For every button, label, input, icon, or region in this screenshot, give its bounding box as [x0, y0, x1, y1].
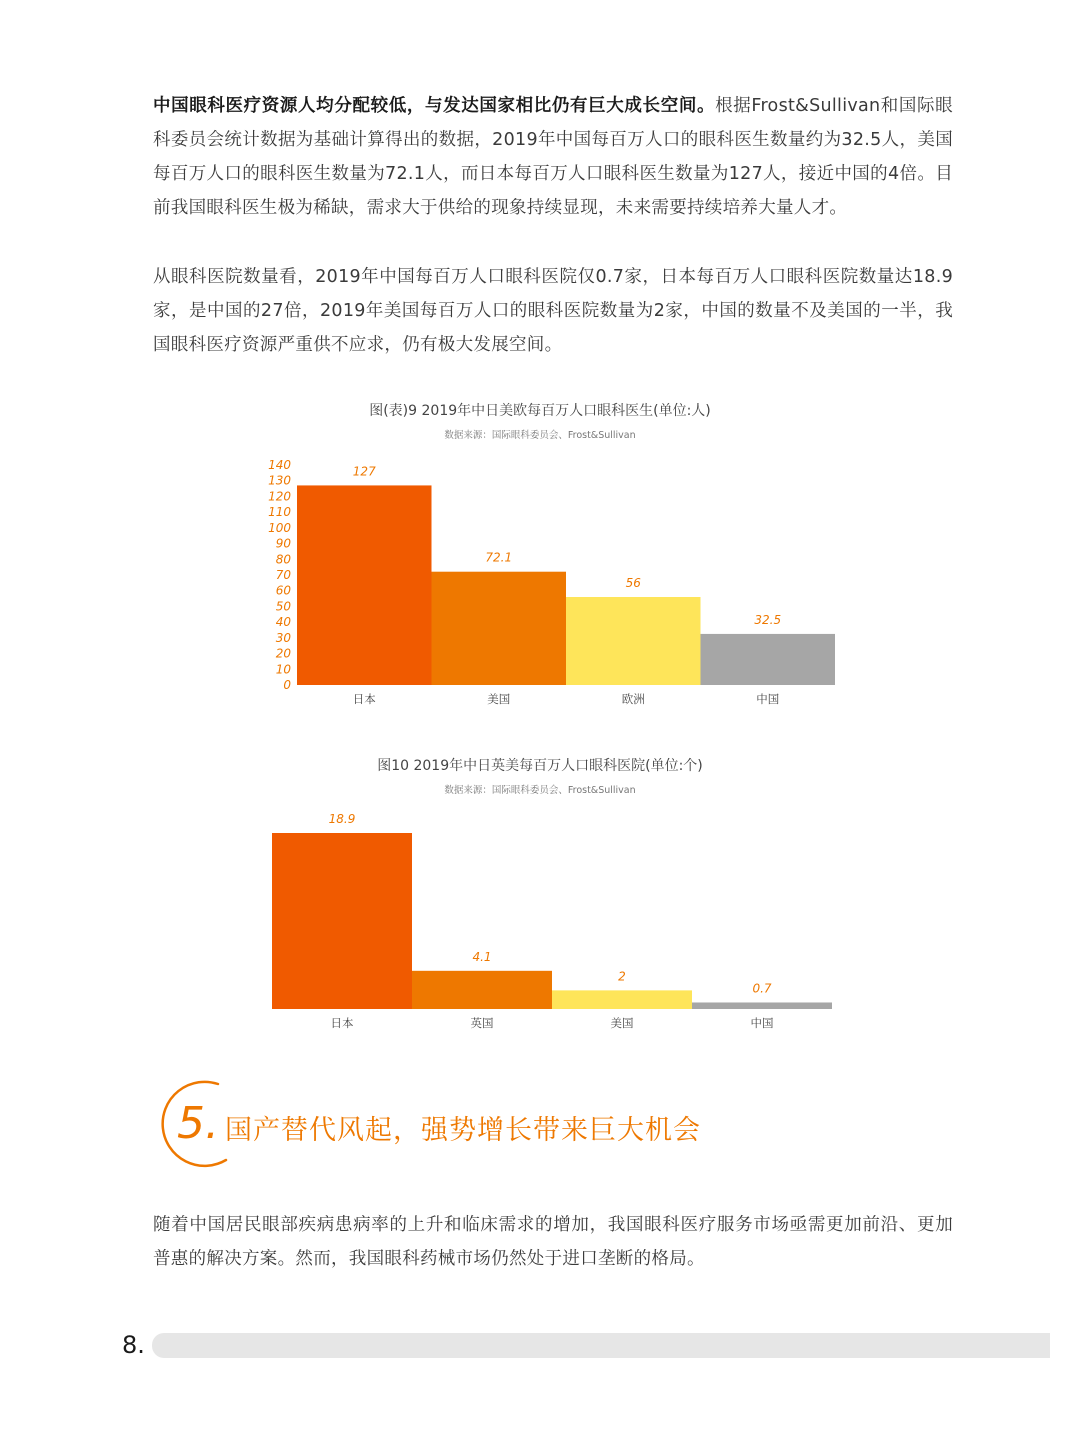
chart-1 — [0, 450, 1080, 720]
page-number: 8. — [122, 1331, 145, 1359]
y-tick-label: 130 — [268, 473, 291, 488]
paragraph-1 — [153, 89, 953, 225]
y-tick-label: 70 — [275, 568, 291, 582]
bar-日本 — [272, 833, 412, 1009]
y-tick-label: 0 — [283, 678, 291, 692]
bar-欧洲 — [566, 597, 701, 685]
y-tick-label: 60 — [275, 583, 291, 598]
bar-value-label: 56 — [625, 576, 641, 590]
x-category-label: 美国 — [487, 692, 511, 706]
bar-中国 — [701, 634, 836, 685]
section-number: 5. — [177, 1098, 219, 1149]
y-tick-label: 30 — [275, 630, 291, 645]
bar-value-label: 18.9 — [328, 812, 356, 826]
y-tick-label: 100 — [268, 520, 291, 535]
bar-英国 — [412, 971, 552, 1009]
y-tick-label: 50 — [275, 599, 291, 614]
bar-value-label: 72.1 — [485, 550, 513, 565]
bar-value-label: 32.5 — [754, 612, 782, 627]
bar-value-label: 127 — [352, 464, 376, 479]
y-tick-label: 120 — [268, 489, 291, 504]
x-category-label: 中国 — [756, 692, 780, 706]
x-category-label: 日本 — [330, 1016, 354, 1030]
y-tick-label: 90 — [275, 536, 291, 551]
chart-2-title: 图10 2019年中日英美每百万人口眼科医院(单位:个) — [377, 758, 703, 774]
x-category-label: 英国 — [470, 1016, 494, 1030]
chart-1-title: 图(表)9 2019年中日美欧每百万人口眼科医生(单位:人) — [369, 403, 711, 419]
y-tick-label: 140 — [268, 458, 291, 472]
paragraph-1-lead: 中国眼科医疗资源人均分配较低，与发达国家相比仍有巨大成长空间。 — [153, 96, 716, 116]
bar-日本 — [297, 485, 432, 685]
paragraph-2: 从眼科医院数量看，2019年中国每百万人口眼科医院仅0.7家，日本每百万人口眼科医院数量达18.9家，是中国的27倍，2019年美国每百万人口的眼科医院数量为2家，中国的数量不及美国的一半，我国眼科医疗资源严重供不应求，仍有极大发展空间。 — [153, 267, 953, 355]
bar-中国 — [692, 1002, 832, 1009]
bar-value-label: 4.1 — [472, 949, 492, 964]
bar-美国 — [432, 572, 567, 685]
chart-2 — [0, 800, 1080, 1050]
x-category-label: 日本 — [352, 692, 376, 706]
y-tick-label: 80 — [275, 552, 291, 567]
paragraph-1-body: 根据Frost&Sullivan和国际眼科委员会统计数据为基础计算得出的数据，2019年中国每百万人口的眼科医生数量约为32.5人，美国每百万人口的眼科医生数量为72.1人，而日本每百万人口眼科医生数量为127人，接近中国的4倍。目前我国眼科医生极为稀缺，需求大于供给的现象持续显现，未来需要持续培养大量人才。 — [153, 96, 953, 218]
section-title: 国产替代风起，强势增长带来巨大机会 — [225, 1115, 701, 1146]
bar-value-label: 0.7 — [752, 981, 772, 996]
y-tick-label: 40 — [275, 615, 291, 630]
footer-bar — [152, 1333, 1050, 1358]
x-category-label: 美国 — [610, 1016, 634, 1030]
bar-value-label: 2 — [618, 969, 626, 984]
x-category-label: 中国 — [750, 1016, 774, 1030]
y-tick-label: 20 — [275, 646, 291, 661]
chart-1-source: 数据来源：国际眼科委员会、Frost&Sullivan — [444, 430, 636, 441]
x-category-label: 欧洲 — [621, 692, 645, 706]
y-tick-label: 110 — [268, 505, 291, 520]
paragraph-3: 随着中国居民眼部疾病患病率的上升和临床需求的增加，我国眼科医疗服务市场亟需更加前沿、更加普惠的解决方案。然而，我国眼科药械市场仍然处于进口垄断的格局。 — [153, 1215, 953, 1269]
y-tick-label: 10 — [275, 662, 291, 677]
bar-美国 — [552, 990, 692, 1009]
chart-2-source: 数据来源：国际眼科委员会、Frost&Sullivan — [444, 785, 636, 796]
